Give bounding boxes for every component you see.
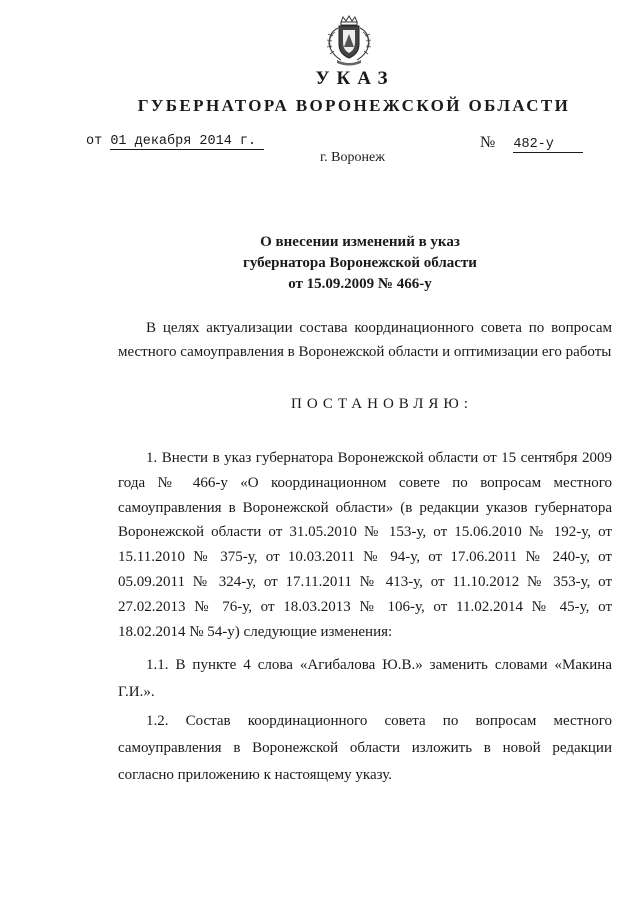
document-city: г. Воронеж	[320, 150, 385, 165]
paragraph-1-1: 1.1. В пункте 4 слова «Агибалова Ю.В.» заменить словами «Макина Г.И.».	[118, 657, 612, 700]
paragraph-1-2: 1.2. Состав координационного совета по вопросам местного самоуправления в Воронежской области изложить в новой редакции согласно приложению к настоящему указу.	[118, 713, 612, 783]
voronezh-coat-of-arms-icon	[321, 14, 377, 68]
date-value: 01 декабря 2014 г.	[110, 134, 264, 150]
document-title: УКАЗ	[315, 68, 395, 89]
subject-line: О внесении изменений в указ	[260, 234, 460, 250]
subject-line: губернатора Воронежской области	[243, 255, 477, 271]
preamble-paragraph: В целях актуализации состава координационного совета по вопросам местного самоуправления в Воронежской области и оптимизации его работы	[118, 320, 612, 360]
paragraph-1: 1. Внести в указ губернатора Воронежской области от 15 сентября 2009 года № 466-у «О координационном совете по вопросам местного самоуправления в Воронежской области» (в редакции указов губернатора Воронежской области от 31.05.2010 № 153-у, от 15.06.2010 № 192-у, от 15.11.2010 № 375-у, от 10.03.2011 № 94-у, от 17.06.2011 № 240-у, от 05.09.2011 № 324-у, от 17.11.2011 № 413-у, от 11.10.2012 № 353-у, от 27.02.2013 № 76-у, от 18.03.2013 № 106-у, от 11.02.2014 № 45-у, от 18.02.2014 № 54-у) следующие изменения:	[118, 450, 612, 640]
decree-word: ПОСТАНОВЛЯЮ:	[291, 396, 473, 412]
document-subtitle: ГУБЕРНАТОРА ВОРОНЕЖСКОЙ ОБЛАСТИ	[137, 96, 571, 115]
number-value: 482-у	[513, 137, 583, 153]
document-number	[480, 134, 583, 153]
number-sign: №	[480, 134, 496, 151]
date-prefix: от	[86, 134, 103, 149]
document-date	[86, 134, 264, 150]
subject-line: от 15.09.2009 № 466-у	[288, 276, 432, 292]
document-subject	[200, 232, 520, 295]
